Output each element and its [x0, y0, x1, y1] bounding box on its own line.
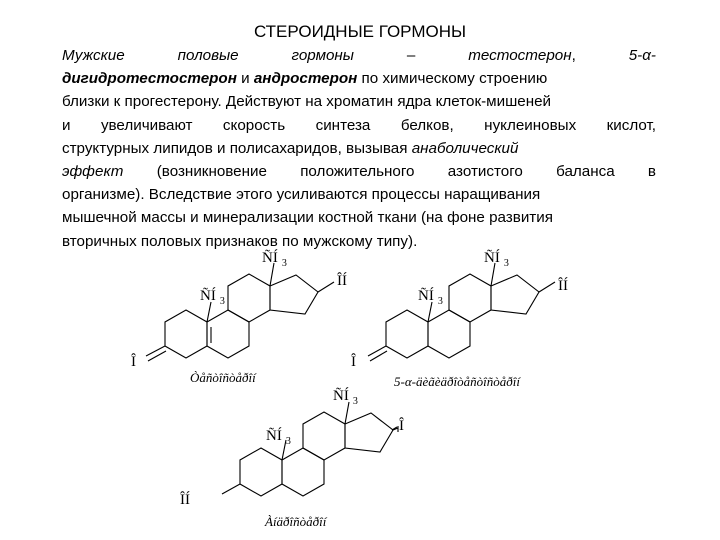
s1-name-label: Òåñòîñòåðîí: [190, 370, 256, 385]
s1-ch3-top-label: ÑÍ $_3$: [262, 250, 287, 269]
s3-ch3-mid-label: ÑÍ $_3$: [266, 428, 291, 447]
page-title: СТЕРОИДНЫЕ ГОРМОНЫ: [253, 22, 467, 41]
term-male: Мужские: [62, 47, 125, 64]
text-balance: (возникновение положительного азотистого баланса в: [123, 163, 656, 181]
term-sex: половые: [177, 47, 239, 64]
text-structure: по химическому строению: [357, 70, 548, 88]
s2-name-label: 5-α-äèãèäðîòåñòîñòåðîí: [394, 374, 520, 389]
s3-name-label: Àíäðîñòåðîí: [265, 514, 327, 529]
term-effect: эффект: [62, 163, 124, 181]
paragraph-line-7: организме). Вследствие этого усиливаются процессы наращивания: [62, 186, 541, 204]
s2-ch3-mid-label: ÑÍ $_3$: [418, 288, 443, 307]
s2-keto-label: Î: [351, 354, 356, 370]
term-androsterone: андростерон: [253, 70, 358, 88]
text-lipids: структурных липидов и полисахаридов, вызывая: [62, 139, 412, 157]
s3-keto17-label: Î: [399, 418, 404, 434]
paragraph-line-9: вторичных половых признаков по мужскому типу).: [62, 232, 418, 250]
s3-oh-label: ÎÍ: [180, 492, 190, 508]
term-5a: 5-α-: [628, 47, 656, 64]
s1-ch3-mid-label: ÑÍ $_3$: [200, 288, 225, 307]
paragraph-line-3: близки к прогестерону. Действуют на хроматин ядра клеток-мишеней: [62, 93, 552, 111]
s3-ch3-top-label: ÑÍ $_3$: [333, 388, 358, 407]
s1-oh-label: ÎÍ: [337, 273, 347, 289]
androsterone-structure: [222, 402, 398, 496]
term-anabolic: анаболический: [411, 139, 519, 157]
paragraph-line-4: и увеличивают скорость синтеза белков, нуклеиновых кислот,: [62, 116, 656, 134]
s1-keto-label: Î: [131, 354, 136, 370]
paragraph-line-8: мышечной массы и минерализации костной ткани (на фоне развития: [62, 209, 553, 227]
conj-and: и: [236, 70, 254, 88]
dash: –: [406, 47, 416, 64]
dht-structure: [368, 263, 555, 361]
s2-ch3-top-label: ÑÍ $_3$: [484, 250, 509, 269]
term-testosterone: тестостерон: [468, 47, 572, 64]
comma: ,: [571, 47, 576, 64]
term-dht: дигидротестостерон: [62, 70, 237, 88]
s2-oh-label: ÎÍ: [558, 278, 568, 294]
term-hormones: гормоны: [291, 47, 354, 64]
testosterone-structure: [146, 263, 334, 361]
